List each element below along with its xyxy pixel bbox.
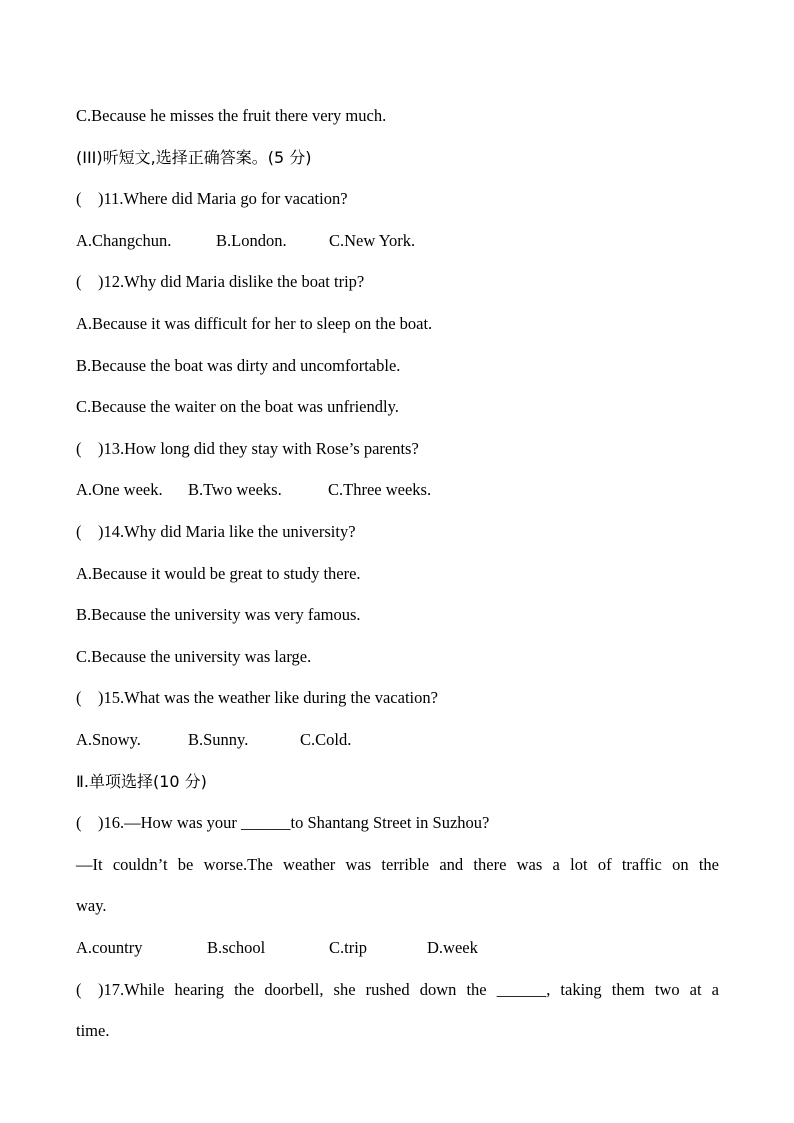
question-15-options <box>76 729 351 751</box>
answer-blank[interactable]: ( <box>76 980 82 999</box>
question-14-option-b: B.Because the university was very famous. <box>76 605 361 624</box>
question-13-options <box>76 479 431 501</box>
option-c: C.trip <box>329 938 368 957</box>
option-c: C.New York. <box>329 231 416 250</box>
question-11 <box>76 188 348 210</box>
answer-blank[interactable]: ( <box>76 189 82 208</box>
option-a: A.Snowy. <box>76 730 141 749</box>
question-16-options <box>76 937 478 959</box>
question-12 <box>76 271 364 293</box>
answer-blank[interactable]: ( <box>76 688 82 707</box>
answer-blank[interactable]: ( <box>76 813 82 832</box>
question-17-text: )17.While hearing the doorbell, she rushed down the ______, taking them two at a <box>98 980 719 999</box>
question-15-text: )15.What was the weather like during the vacation? <box>98 688 438 707</box>
question-16-reply: —It couldn’t be worse.The weather was terrible and there was a lot of traffic on the <box>76 855 719 874</box>
question-11-options <box>76 230 415 252</box>
q10-option-c: C.Because he misses the fruit there very much. <box>76 106 387 125</box>
answer-blank[interactable]: ( <box>76 522 82 541</box>
question-17-end: time. <box>76 1021 110 1040</box>
option-b: B.Sunny. <box>188 730 249 749</box>
section-2-title: Ⅱ.单项选择(10 分) <box>76 772 207 791</box>
option-c: C.Three weeks. <box>328 480 432 499</box>
option-a: A.country <box>76 938 143 957</box>
question-13-text: )13.How long did they stay with Rose’s parents? <box>98 439 419 458</box>
section-3-title: (III)听短文,选择正确答案。(5 分) <box>76 148 312 167</box>
question-17 <box>76 979 719 1001</box>
question-13 <box>76 438 419 460</box>
question-12-option-a: A.Because it was difficult for her to sleep on the boat. <box>76 314 433 333</box>
option-c: C.Cold. <box>300 730 352 749</box>
question-16 <box>76 812 489 834</box>
question-11-text: )11.Where did Maria go for vacation? <box>98 189 348 208</box>
answer-blank[interactable]: ( <box>76 439 82 458</box>
question-16-reply-end: way. <box>76 896 107 915</box>
option-a: A.One week. <box>76 480 163 499</box>
answer-blank[interactable]: ( <box>76 272 82 291</box>
option-b: B.Two weeks. <box>188 480 282 499</box>
option-b: B.London. <box>216 231 287 250</box>
question-15 <box>76 687 438 709</box>
question-16-text: )16.—How was your ______to Shantang Street in Suzhou? <box>98 813 490 832</box>
question-12-option-b: B.Because the boat was dirty and uncomfortable. <box>76 356 401 375</box>
question-14-text: )14.Why did Maria like the university? <box>98 522 356 541</box>
option-b: B.school <box>207 938 266 957</box>
option-d: D.week <box>427 938 478 957</box>
question-12-text: )12.Why did Maria dislike the boat trip? <box>98 272 365 291</box>
question-14 <box>76 521 356 543</box>
question-14-option-c: C.Because the university was large. <box>76 647 312 666</box>
question-12-option-c: C.Because the waiter on the boat was unfriendly. <box>76 397 399 416</box>
question-14-option-a: A.Because it would be great to study there. <box>76 564 361 583</box>
option-a: A.Changchun. <box>76 231 172 250</box>
